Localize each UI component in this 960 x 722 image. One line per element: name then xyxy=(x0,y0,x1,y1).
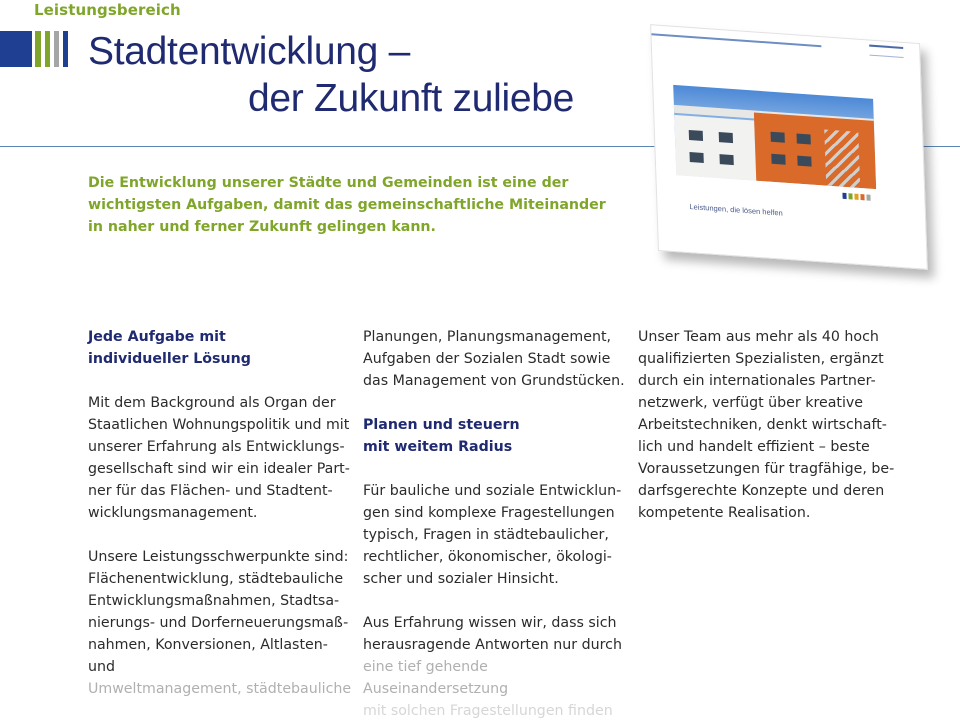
text-line: wicklungsmanagement. xyxy=(88,505,258,521)
text-line: Flächenentwicklung, städtebauliche xyxy=(88,571,344,587)
lead-paragraph: Die Entwicklung unserer Städte und Gemeinden ist eine der wichtigsten Aufgaben, damit das gemeinschaftliche Miteinander in naher und ferner Zukunft gelingen kann. xyxy=(88,175,606,235)
text-line: Umweltmanagement, städtebauliche xyxy=(88,681,352,697)
column-1-paragraph-1 xyxy=(88,392,358,524)
text-line: Planungen, Planungsmanagement, xyxy=(363,329,612,345)
column-1-heading xyxy=(88,326,358,370)
cover-topline xyxy=(651,33,821,47)
brochure-caption: Leistungen, die lösen helfen xyxy=(689,202,783,218)
heading-line: mit weitem Radius xyxy=(363,439,513,455)
text-line: qualifizierten Spezialisten, ergänzt xyxy=(638,351,884,367)
text-line: unserer Erfahrung als Entwicklungs- xyxy=(88,439,345,455)
text-line: eine tief gehende Auseinandersetzung xyxy=(363,659,509,697)
column-2-paragraph-0 xyxy=(363,326,633,392)
column-1 xyxy=(88,326,358,700)
cover-swatch xyxy=(866,194,870,200)
text-line: Für bauliche und soziale Entwicklun- xyxy=(363,483,622,499)
heading-line: Jede Aufgabe mit xyxy=(88,329,226,345)
text-line: rechtlicher, ökonomischer, ökologi- xyxy=(363,549,612,565)
brochure-image xyxy=(640,28,960,278)
text-line: nierungs- und Dorferneuerungsmaß- xyxy=(88,615,349,631)
text-line: scher und sozialer Hinsicht. xyxy=(363,571,559,587)
column-3-paragraph-1 xyxy=(638,326,928,524)
column-2-paragraph-1 xyxy=(363,480,633,590)
text-line: gesellschaft sind wir ein idealer Part- xyxy=(88,461,350,477)
brand-bar xyxy=(35,31,41,67)
text-line: darfsgerechte Konzepte und deren xyxy=(638,483,885,499)
cover-swatch xyxy=(860,194,864,200)
text-line: nahmen, Konversionen, Altlasten- und xyxy=(88,637,328,675)
page-title xyxy=(88,28,574,122)
text-line: ner für das Flächen- und Stadtent- xyxy=(88,483,333,499)
heading-line: Planen und steuern xyxy=(363,417,520,433)
text-line: Unser Team aus mehr als 40 hoch xyxy=(638,329,879,345)
column-2 xyxy=(363,326,633,722)
text-line: gen sind komplexe Fragestellungen xyxy=(363,505,615,521)
building-photo xyxy=(673,85,876,189)
title-line-1: Stadtentwicklung – xyxy=(88,30,410,73)
text-line: Voraussetzungen für tragfähige, be- xyxy=(638,461,895,477)
text-line: kompetente Realisation. xyxy=(638,505,811,521)
cover-swatch xyxy=(854,194,858,200)
text-line: typisch, Fragen in städtebaulicher, xyxy=(363,527,609,543)
brand-bars-icon xyxy=(0,31,80,67)
cover-swatch xyxy=(848,193,852,199)
text-line: lich und handelt effizient – beste xyxy=(638,439,870,455)
column-1-paragraph-2 xyxy=(88,546,358,700)
brand-bar xyxy=(63,31,68,67)
text-line: netzwerk, verfügt über kreative xyxy=(638,395,864,411)
text-line: durch ein internationales Partner- xyxy=(638,373,876,389)
cover-logo-icon xyxy=(869,45,903,58)
column-3 xyxy=(638,326,928,524)
brand-bar xyxy=(54,31,59,67)
text-line: Aus Erfahrung wissen wir, dass sich xyxy=(363,615,617,631)
section-kicker: Leistungsbereich xyxy=(34,1,181,19)
text-line: Unsere Leistungsschwerpunkte sind: xyxy=(88,549,349,565)
text-line: Entwicklungsmaßnahmen, Stadtsa- xyxy=(88,593,340,609)
text-line: herausragende Antworten nur durch xyxy=(363,637,622,653)
text-line: mit solchen Fragestellungen finden xyxy=(363,703,613,719)
brochure-cover xyxy=(650,24,928,270)
cover-swatch xyxy=(842,193,846,199)
column-2-paragraph-2 xyxy=(363,612,633,722)
text-line: Staatlichen Wohnungspolitik und mit xyxy=(88,417,350,433)
text-line: Arbeitstechniken, denkt wirtschaft- xyxy=(638,417,887,433)
heading-line: individueller Lösung xyxy=(88,351,251,367)
brand-bar xyxy=(0,31,32,67)
text-line: Aufgaben der Sozialen Stadt sowie xyxy=(363,351,611,367)
column-2-heading xyxy=(363,414,633,458)
brand-bar xyxy=(45,31,50,67)
text-line: Mit dem Background als Organ der xyxy=(88,395,336,411)
text-line: das Management von Grundstücken. xyxy=(363,373,625,389)
title-line-2: der Zukunft zuliebe xyxy=(248,77,574,120)
